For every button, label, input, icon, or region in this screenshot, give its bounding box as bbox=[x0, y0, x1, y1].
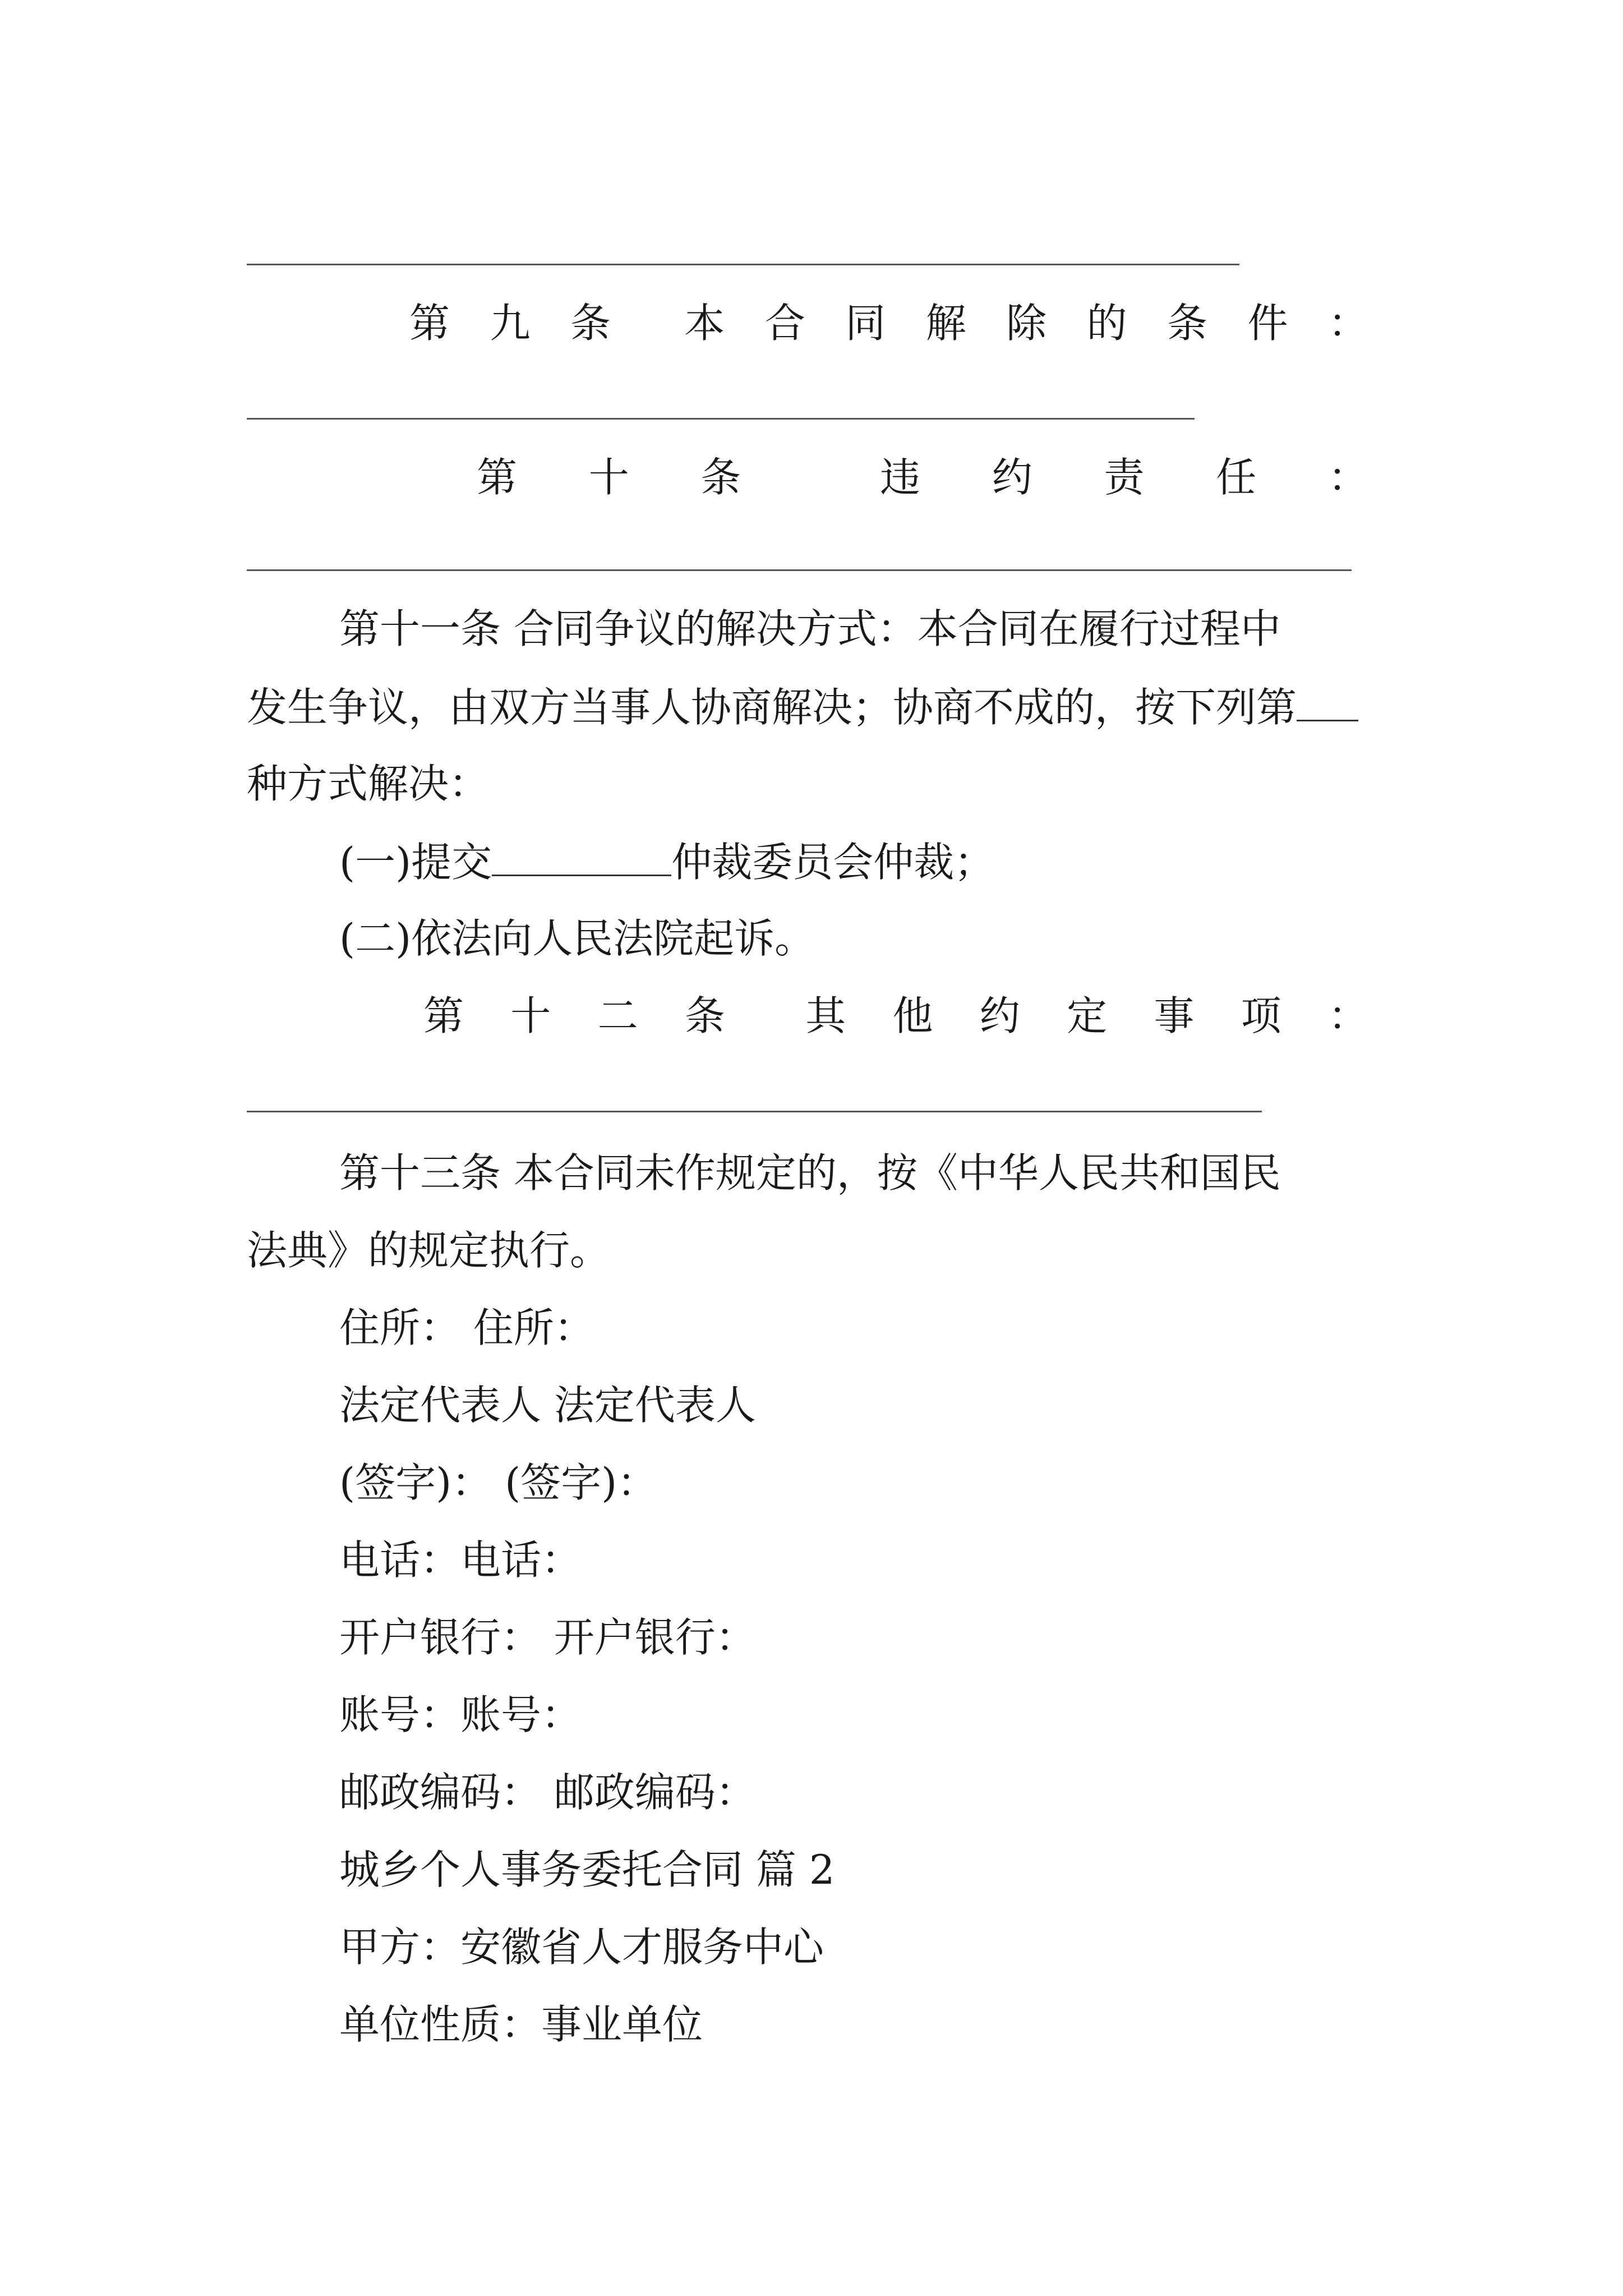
article-10-heading bbox=[477, 454, 1368, 501]
article-12-char: 事 bbox=[1154, 992, 1195, 1039]
postcode-field: 邮政编码： 邮政编码： bbox=[339, 1769, 756, 1816]
unit-nature: 单位性质：事业单位 bbox=[339, 2001, 703, 2048]
article-10-char: 十 bbox=[588, 454, 629, 501]
article-9-char: 同 bbox=[845, 300, 886, 347]
article-12-char: 约 bbox=[979, 992, 1020, 1039]
fill-in-line bbox=[247, 569, 1352, 571]
article-10-char: 约 bbox=[992, 454, 1032, 501]
article-10-char: 违 bbox=[880, 454, 921, 501]
fill-in-blank bbox=[492, 841, 671, 876]
article-13-line: 法典》的规定执行。 bbox=[247, 1227, 611, 1274]
article-12-char: 定 bbox=[1067, 992, 1108, 1039]
article-11-line: 第十一条 合同争议的解决方式：本合同在履行过程中 bbox=[339, 605, 1281, 652]
article-9-char: 九 bbox=[490, 300, 531, 347]
article-9-char: ： bbox=[1327, 300, 1368, 347]
article-10-char: 第 bbox=[477, 454, 518, 501]
article-12-char: 第 bbox=[423, 992, 464, 1039]
signature-field: (签字)： (签字)： bbox=[339, 1459, 658, 1506]
arbitration-option-prefix: (一)提交 bbox=[339, 839, 492, 886]
litigation-option: (二)依法向人民法院起诉。 bbox=[339, 915, 815, 962]
article-10-char: 条 bbox=[700, 454, 741, 501]
article-9-char: 本 bbox=[684, 300, 725, 347]
article-9-char: 条 bbox=[570, 300, 611, 347]
article-11-line bbox=[247, 684, 1358, 731]
article-12-char: 条 bbox=[684, 992, 725, 1039]
bank-field: 开户银行： 开户银行： bbox=[339, 1614, 756, 1661]
account-field: 账号：账号： bbox=[339, 1691, 582, 1738]
article-9-char: 第 bbox=[409, 300, 450, 347]
article-12-char: ： bbox=[1327, 992, 1368, 1039]
article-9-char: 条 bbox=[1167, 300, 1208, 347]
article-12-char: 他 bbox=[892, 992, 933, 1039]
article-12-char: 十 bbox=[510, 992, 551, 1039]
party-a: 甲方：安徽省人才服务中心 bbox=[339, 1924, 824, 1971]
article-9-char: 除 bbox=[1006, 300, 1047, 347]
fill-in-blank bbox=[1297, 686, 1358, 721]
arbitration-option-suffix: 仲裁委员会仲裁； bbox=[671, 839, 995, 886]
article-10-char: ： bbox=[1327, 454, 1368, 501]
fill-in-line bbox=[247, 1111, 1262, 1112]
article-12-char: 二 bbox=[597, 992, 638, 1039]
legal-rep-field: 法定代表人 法定代表人 bbox=[339, 1382, 756, 1429]
address-field: 住所： 住所： bbox=[339, 1304, 594, 1351]
article-9-char: 件 bbox=[1247, 300, 1288, 347]
article-9-char: 解 bbox=[925, 300, 966, 347]
article-10-char: 任 bbox=[1216, 454, 1257, 501]
section-title: 城乡个人事务委托合同 篇 2 bbox=[339, 1846, 835, 1893]
arbitration-option bbox=[339, 839, 995, 886]
article-9-char: 合 bbox=[764, 300, 805, 347]
article-11-line: 种方式解决： bbox=[247, 760, 490, 807]
article-11-text: 发生争议，由双方当事人协商解决；协商不成的，按下列第 bbox=[247, 684, 1297, 731]
article-13-line: 第十三条 本合同未作规定的，按《中华人民共和国民 bbox=[339, 1149, 1281, 1197]
article-12-char: 项 bbox=[1241, 992, 1281, 1039]
article-12-heading bbox=[423, 992, 1368, 1039]
fill-in-line bbox=[247, 264, 1239, 265]
article-9-heading bbox=[409, 300, 1368, 347]
fill-in-line bbox=[247, 418, 1195, 420]
article-9-char: 的 bbox=[1086, 300, 1127, 347]
article-12-char: 其 bbox=[805, 992, 846, 1039]
phone-field: 电话：电话： bbox=[339, 1536, 582, 1584]
article-10-char: 责 bbox=[1104, 454, 1145, 501]
